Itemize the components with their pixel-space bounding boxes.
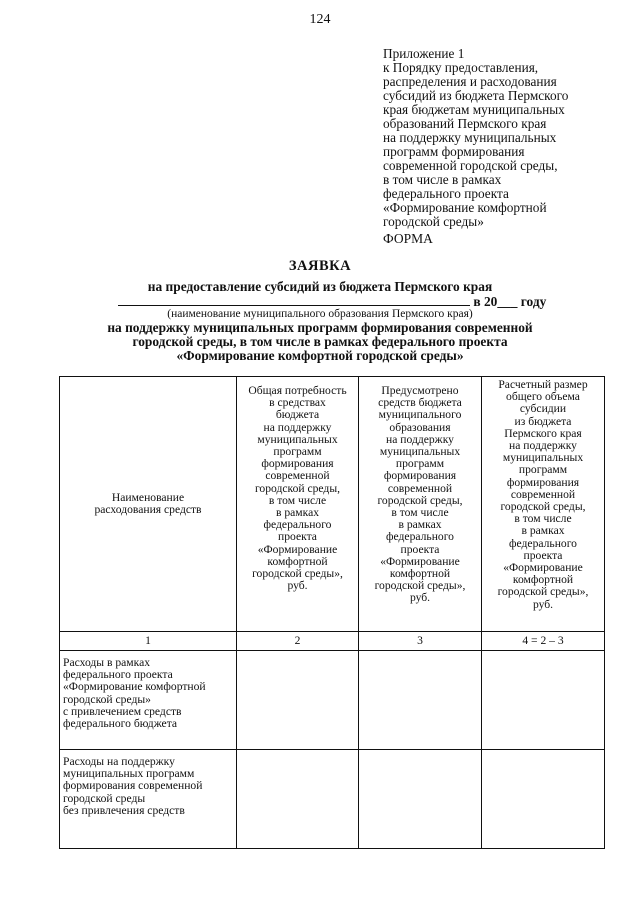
header-cell [482,377,605,632]
appendix-line: современной городской среды, [383,158,558,173]
table-cell[interactable] [359,651,482,750]
year-text: в 20___ году [473,294,547,309]
appendix-line: федерального проекта [383,186,509,201]
appendix-line: на поддержку муниципальных [383,130,557,145]
document-title: ЗАЯВКА [288,258,352,274]
header-text: Предусмотрено средств бюджета муниципального образования на поддержку муниципальных программ формирования современной городской среды, в том числе в рамках федерального проекта «Формирование комфортной городской среды», руб. [374,384,466,605]
subtitle-line-1: на предоставление субсидий из бюджета Пермского края [147,279,493,294]
municipality-name-blank[interactable] [118,293,470,306]
appendix-line: Приложение 1 [383,46,465,61]
column-number: 2 [237,632,359,651]
table-cell[interactable] [237,651,359,750]
application-table [59,376,605,849]
column-number: 4 = 2 – 3 [482,632,605,651]
municipality-hint: (наименование муниципального образования Пермского края) [167,308,473,320]
appendix-line: городской среды» [383,214,484,229]
appendix-line: в том числе в рамках [383,172,502,187]
header-text: Общая потребность в средствах бюджета на поддержку муниципальных программ формирования современной городской среды, в том числе в рамках федерального проекта «Формирование комфортной городской среды», руб. [248,384,347,593]
header-text: Наименование расходования средств [94,490,202,516]
column-number-row [60,632,605,651]
row-label: Расходы в рамках федерального проекта «Формирование комфортной городской среды» с привлечением средств федерального бюджета [60,651,237,750]
subtitle-line-4: «Формирование комфортной городской среды» [176,348,464,363]
header-row [60,377,605,632]
appendix-block [383,47,623,229]
subtitle-line-2: на поддержку муниципальных программ формирования современной [107,320,533,335]
header-cell [237,377,359,632]
page-number: 124 [309,12,331,27]
header-cell [60,377,237,632]
appendix-line: края бюджетам муниципальных [383,102,565,117]
row-label: Расходы на поддержку муниципальных программ формирования современной городской среды без привлечения средств [60,750,237,849]
table-cell[interactable] [359,750,482,849]
column-number: 3 [359,632,482,651]
appendix-line: образований Пермского края [383,116,547,131]
header-text: Расчетный размер общего объема субсидии из бюджета Пермского края на поддержку муниципальных программ формирования современной городской среды, в том числе в рамках федерального проекта «Формирование комфортной городской среды», руб. [497,378,589,611]
header-cell [359,377,482,632]
appendix-line: к Порядку предоставления, [383,60,539,75]
subtitle-line-3: городской среды, в том числе в рамках федерального проекта [132,334,508,349]
appendix-line: распределения и расходования [383,74,557,89]
table-cell[interactable] [237,750,359,849]
table-row [60,651,605,750]
column-number: 1 [60,632,237,651]
table-cell[interactable] [482,651,605,750]
appendix-line: «Формирование комфортной [383,200,547,215]
appendix-line: программ формирования [383,144,525,159]
form-label: ФОРМА [383,231,433,246]
appendix-line: субсидий из бюджета Пермского [383,88,569,103]
table-row [60,750,605,849]
table-cell[interactable] [482,750,605,849]
